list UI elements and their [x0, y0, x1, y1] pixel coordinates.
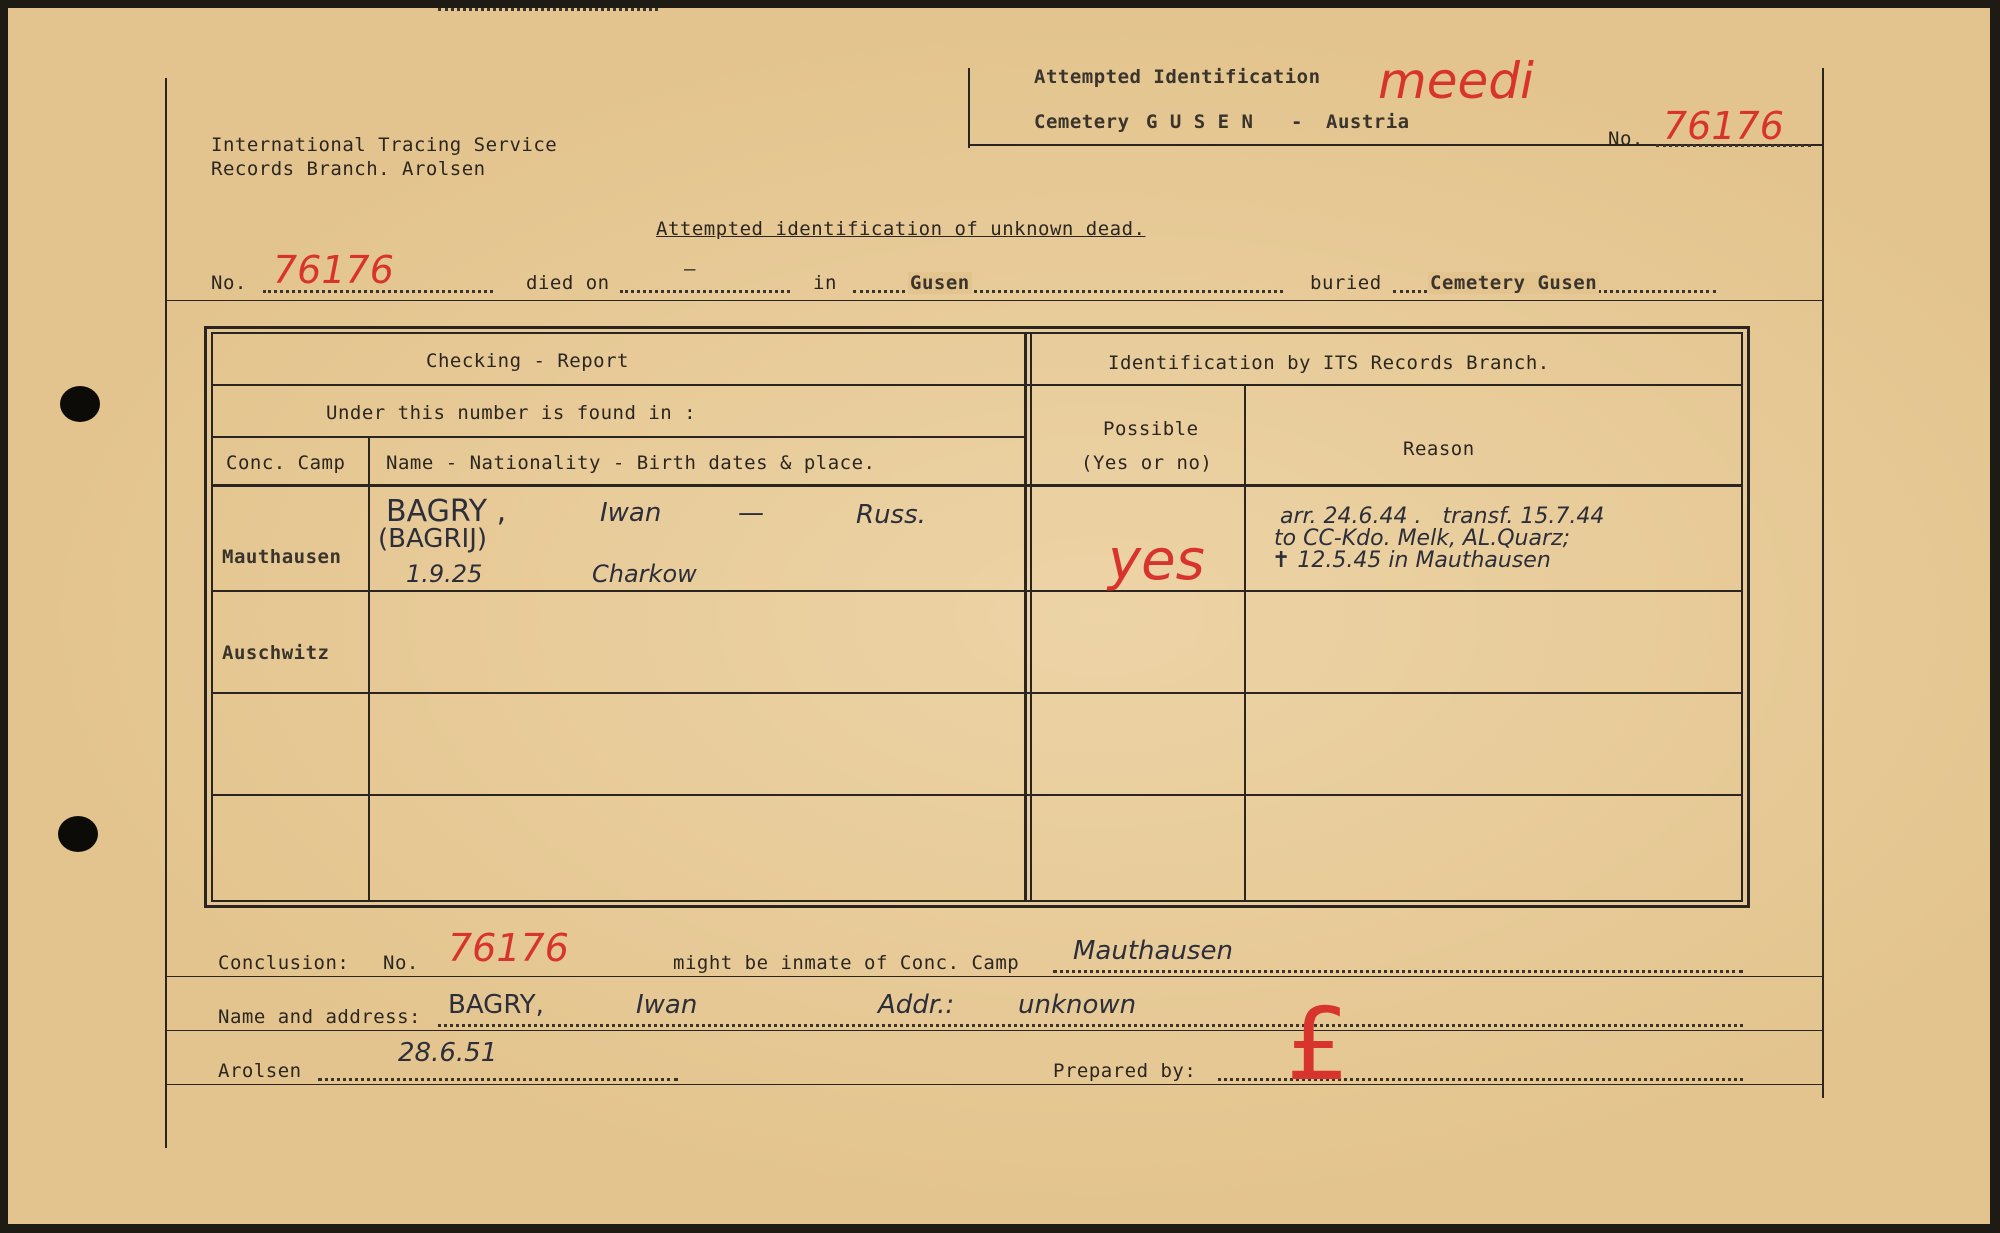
conclusion-rule: [165, 976, 1824, 977]
name-surname: BAGRY,: [448, 990, 544, 1020]
record-no-label: No.: [211, 272, 247, 294]
handwritten-note: meedi: [1378, 52, 1534, 110]
row1-reason-line2: to CC-Kdo. Melk, AL.Quarz;: [1274, 526, 1570, 551]
prepared-by-label: Prepared by:: [1053, 1060, 1197, 1082]
row1-camp: Mauthausen: [222, 546, 342, 568]
conclusion-text: might be inmate of Conc. Camp: [673, 952, 1020, 974]
conclusion-label: Conclusion:: [218, 952, 350, 974]
under-number-label: Under this number is found in :: [326, 402, 697, 424]
document-card: [8, 8, 1990, 1224]
attempted-identification-label: Attempted Identification: [1034, 66, 1321, 88]
table-divider-main-2: [1030, 332, 1032, 902]
row1-reason-line3: ✝ 12.5.45 in Mauthausen: [1272, 548, 1551, 573]
row1-reason-line1: arr. 24.6.44 . transf. 15.7.44: [1280, 504, 1605, 529]
conclusion-no-label: No.: [383, 952, 419, 974]
header-no-value: 76176: [1663, 104, 1784, 148]
header-no-label: No.: [1608, 128, 1644, 150]
conclusion-camp-dots: [1053, 970, 1743, 973]
header-box-left: [968, 68, 970, 148]
conclusion-no-dots: [438, 8, 658, 11]
row1-birth-date: 1.9.25: [406, 560, 483, 588]
checking-report-header: Checking - Report: [426, 350, 629, 372]
punch-hole-top: [60, 386, 100, 422]
right-margin-line: [1822, 68, 1824, 1098]
footer-date: 28.6.51: [398, 1038, 498, 1068]
row1-dash: —: [738, 498, 764, 528]
footer-rule: [165, 1084, 1824, 1085]
died-on-dots: [620, 290, 790, 293]
left-margin-line: [165, 78, 167, 1148]
table-divider-camp: [368, 436, 370, 902]
cemetery-name: G U S E N: [1146, 111, 1254, 133]
address-value: unknown: [1018, 990, 1137, 1020]
name-address-rule: [165, 1030, 1824, 1031]
signature: £: [1286, 986, 1350, 1103]
country: Austria: [1326, 111, 1410, 133]
conclusion-camp: Mauthausen: [1073, 936, 1233, 966]
col-possible-header-1: Possible: [1103, 418, 1199, 440]
row1-first-name: Iwan: [600, 498, 662, 528]
row2-camp: Auschwitz: [222, 642, 330, 664]
buried-value: Cemetery Gusen: [1430, 272, 1598, 294]
name-address-label: Name and address:: [218, 1006, 421, 1028]
table-rule-row3: [211, 794, 1743, 796]
document-title: Attempted identification of unknown dead.: [656, 218, 1146, 240]
buried-label: buried: [1310, 272, 1382, 294]
col-possible-header-2: (Yes or no): [1081, 452, 1213, 474]
in-label: in: [813, 272, 837, 294]
conclusion-no-value: 76176: [448, 926, 569, 970]
in-value: Gusen: [910, 272, 970, 294]
row1-nationality: Russ.: [856, 500, 926, 530]
table-rule-cols: [211, 484, 1743, 487]
line1-rule: [165, 300, 1824, 301]
table-rule-under: [211, 436, 1026, 438]
table-rule-header: [211, 384, 1743, 386]
col-reason-header: Reason: [1403, 438, 1475, 460]
address-label: Addr.:: [878, 990, 955, 1020]
died-on-value: —: [684, 258, 696, 280]
table-divider-main: [1024, 332, 1027, 902]
table-rule-row1: [211, 590, 1743, 592]
col-camp-header: Conc. Camp: [226, 452, 346, 474]
punch-hole-bottom: [58, 816, 98, 852]
row1-possible: yes: [1108, 528, 1205, 593]
cemetery-label: Cemetery: [1034, 111, 1130, 133]
col-name-header: Name - Nationality - Birth dates & place.: [386, 452, 876, 474]
name-address-dots: [438, 1024, 1743, 1027]
table-divider-possible: [1244, 384, 1246, 902]
identification-header: Identification by ITS Records Branch.: [1108, 352, 1550, 374]
record-no-value: 76176: [273, 248, 394, 292]
cemetery-dash: -: [1291, 111, 1303, 133]
footer-place: Arolsen: [218, 1060, 302, 1082]
row1-birth-place: Charkow: [592, 560, 697, 588]
table-rule-row2: [211, 692, 1743, 694]
org-line-1: International Tracing Service: [211, 134, 558, 156]
row1-surname: BAGRY ,: [386, 494, 507, 529]
row1-alias: (BAGRIJ): [378, 524, 488, 554]
org-line-2: Records Branch. Arolsen: [211, 158, 486, 180]
died-on-label: died on: [526, 272, 610, 294]
name-first-name: Iwan: [636, 990, 698, 1020]
footer-date-dots: [318, 1078, 678, 1081]
